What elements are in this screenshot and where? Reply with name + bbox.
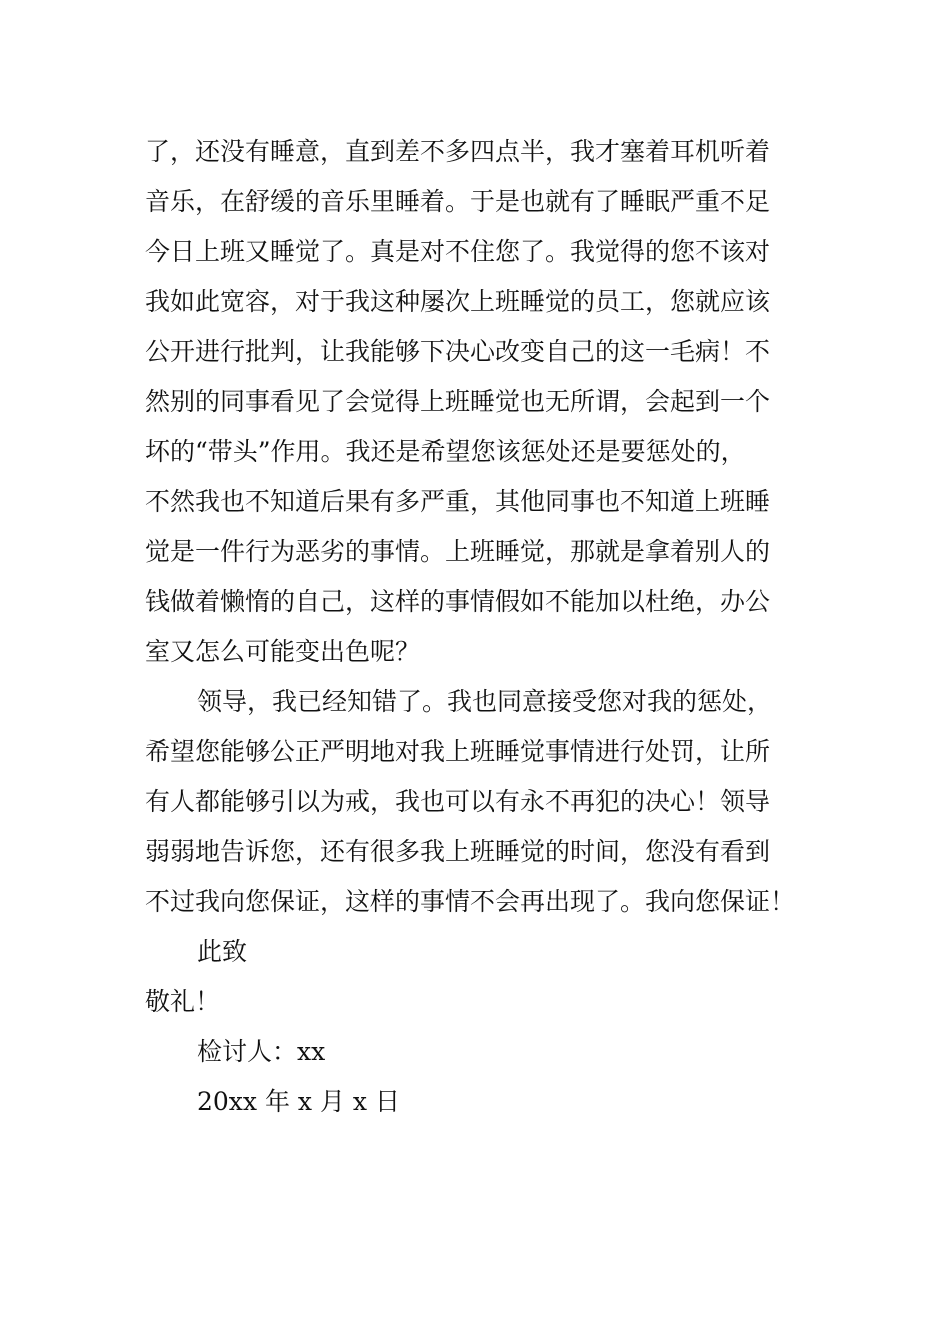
salutation-jing-li: 敬礼！	[145, 987, 221, 1016]
signer: 检讨人：xx	[197, 1037, 326, 1066]
paragraph-line: 今日上班又睡觉了。真是对不住您了。我觉得的您不该对	[145, 237, 771, 266]
paragraph-line: 有人都能够引以为戒，我也可以有永不再犯的决心！领导	[145, 787, 771, 816]
paragraph-line: 领导，我已经知错了。我也同意接受您对我的惩处，	[197, 687, 773, 716]
paragraph-line: 弱弱地告诉您，还有很多我上班睡觉的时间，您没有看到	[145, 837, 771, 866]
paragraph-line: 公开进行批判，让我能够下决心改变自己的这一毛病！不	[145, 337, 771, 366]
paragraph-line: 钱做着懒惰的自己，这样的事情假如不能加以杜绝，办公	[145, 587, 771, 616]
paragraph-line: 坏的“带头”作用。我还是希望您该惩处还是要惩处的，	[145, 437, 746, 466]
paragraph-line: 不过我向您保证，这样的事情不会再出现了。我向您保证！	[145, 887, 796, 916]
paragraph-line: 觉是一件行为恶劣的事情。上班睡觉，那就是拿着别人的	[145, 537, 771, 566]
paragraph-line: 室又怎么可能变出色呢？	[145, 637, 421, 666]
salutation-ci-zhi: 此致	[197, 937, 248, 966]
date: 20xx 年 x 月 x 日	[197, 1087, 400, 1116]
paragraph-line: 希望您能够公正严明地对我上班睡觉事情进行处罚，让所	[145, 737, 771, 766]
paragraph-line: 音乐，在舒缓的音乐里睡着。于是也就有了睡眠严重不足	[145, 187, 771, 216]
paragraph-line: 了，还没有睡意，直到差不多四点半，我才塞着耳机听着	[145, 137, 771, 166]
paragraph-line: 我如此宽容，对于我这种屡次上班睡觉的员工，您就应该	[145, 287, 771, 316]
paragraph-line: 然别的同事看见了会觉得上班睡觉也无所谓，会起到一个	[145, 387, 771, 416]
paragraph-line: 不然我也不知道后果有多严重，其他同事也不知道上班睡	[145, 487, 771, 516]
